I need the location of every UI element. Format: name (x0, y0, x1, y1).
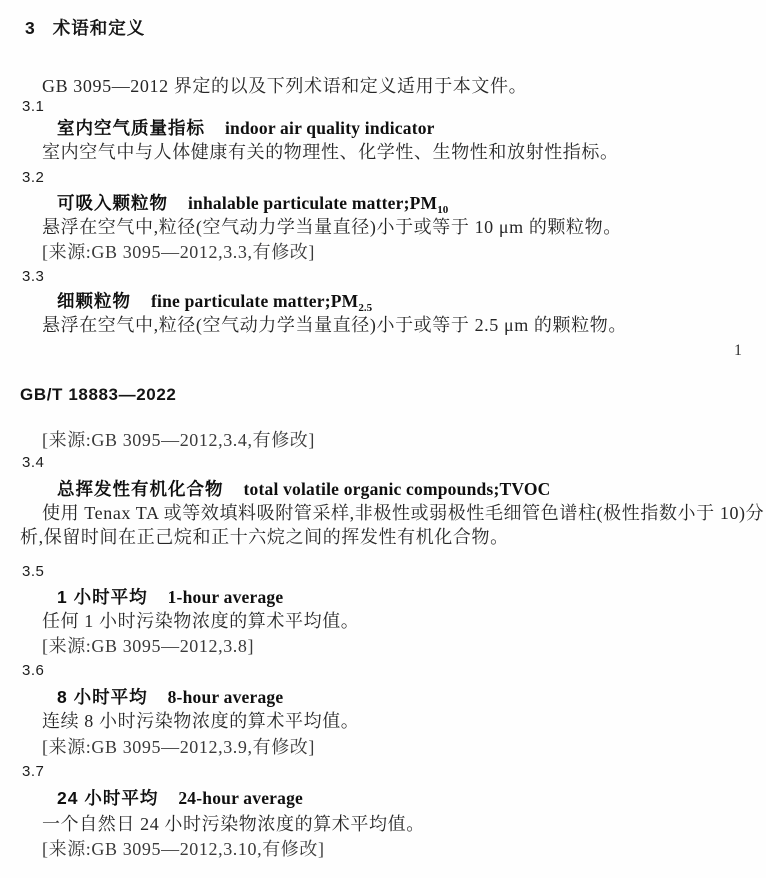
section-3-5-source: [来源:GB 3095—2012,3.8] (42, 636, 255, 656)
section-3-7-term (57, 787, 303, 816)
term-en: indoor air quality indicator (225, 118, 435, 138)
pm10-subscript: 10 (437, 204, 449, 216)
term-zh: 可吸入颗粒物 (57, 193, 168, 213)
intro-paragraph: GB 3095—2012 界定的以及下列术语和定义适用于本文件。 (42, 76, 528, 96)
section-3-1-number: 3.1 (22, 98, 45, 115)
page-number: 1 (734, 342, 742, 359)
section-3-4-number: 3.4 (22, 454, 45, 471)
section-3-5-definition: 任何 1 小时污染物浓度的算术平均值。 (42, 611, 360, 631)
section-3-6-number: 3.6 (22, 662, 45, 679)
term-en: total volatile organic compounds;TVOC (243, 479, 551, 499)
section-3-5-number: 3.5 (22, 563, 45, 580)
term-zh: 24 小时平均 (57, 788, 159, 808)
section-3-2-number: 3.2 (22, 169, 45, 186)
running-header: GB/T 18883—2022 (20, 385, 177, 404)
section-3-4-definition-line1: 使用 Tenax TA 或等效填料吸附管采样,非极性或弱极性毛细管色谱柱(极性指数小于 10)分 (42, 503, 765, 523)
section-3-3-number: 3.3 (22, 268, 45, 285)
section-3-7-source: [来源:GB 3095—2012,3.10,有修改] (42, 839, 325, 859)
section-3-3-source: [来源:GB 3095—2012,3.4,有修改] (42, 430, 315, 450)
term-zh: 室内空气质量指标 (57, 118, 205, 138)
section-3-1-definition: 室内空气中与人体健康有关的物理性、化学性、生物性和放射性指标。 (42, 142, 619, 162)
section-3-6-source: [来源:GB 3095—2012,3.9,有修改] (42, 737, 315, 757)
term-en: 24-hour average (178, 788, 303, 808)
clause-number: 3 (25, 18, 35, 38)
section-3-7-number: 3.7 (22, 763, 45, 780)
section-3-2-source: [来源:GB 3095—2012,3.3,有修改] (42, 242, 315, 262)
term-en: inhalable particulate $matter;PM_{10}$ (188, 193, 449, 216)
term-zh: 8 小时平均 (57, 687, 148, 707)
term-zh: 总挥发性有机化合物 (57, 479, 224, 499)
term-zh: 细颗粒物 (57, 291, 131, 311)
clause-heading (25, 17, 145, 39)
section-3-2-definition: 悬浮在空气中,粒径(空气动力学当量直径)小于或等于 10 μm 的颗粒物。 (42, 217, 622, 237)
section-3-6-definition: 连续 8 小时污染物浓度的算术平均值。 (42, 711, 360, 731)
term-zh: 1 小时平均 (57, 587, 148, 607)
section-3-3-definition: 悬浮在空气中,粒径(空气动力学当量直径)小于或等于 2.5 μm 的颗粒物。 (42, 315, 627, 335)
term-en: 1-hour average (167, 587, 284, 607)
term-en: 8-hour average (167, 687, 284, 707)
section-3-4-definition-line2: 析,保留时间在正己烷和正十六烷之间的挥发性有机化合物。 (20, 527, 509, 547)
section-3-7-definition: 一个自然日 24 小时污染物浓度的算术平均值。 (42, 814, 425, 834)
clause-title: 术语和定义 (52, 18, 146, 38)
pm25-subscript: 2.5 (358, 302, 373, 314)
term-en: fine particulate $matter;PM_{2.5}$ (151, 291, 373, 314)
